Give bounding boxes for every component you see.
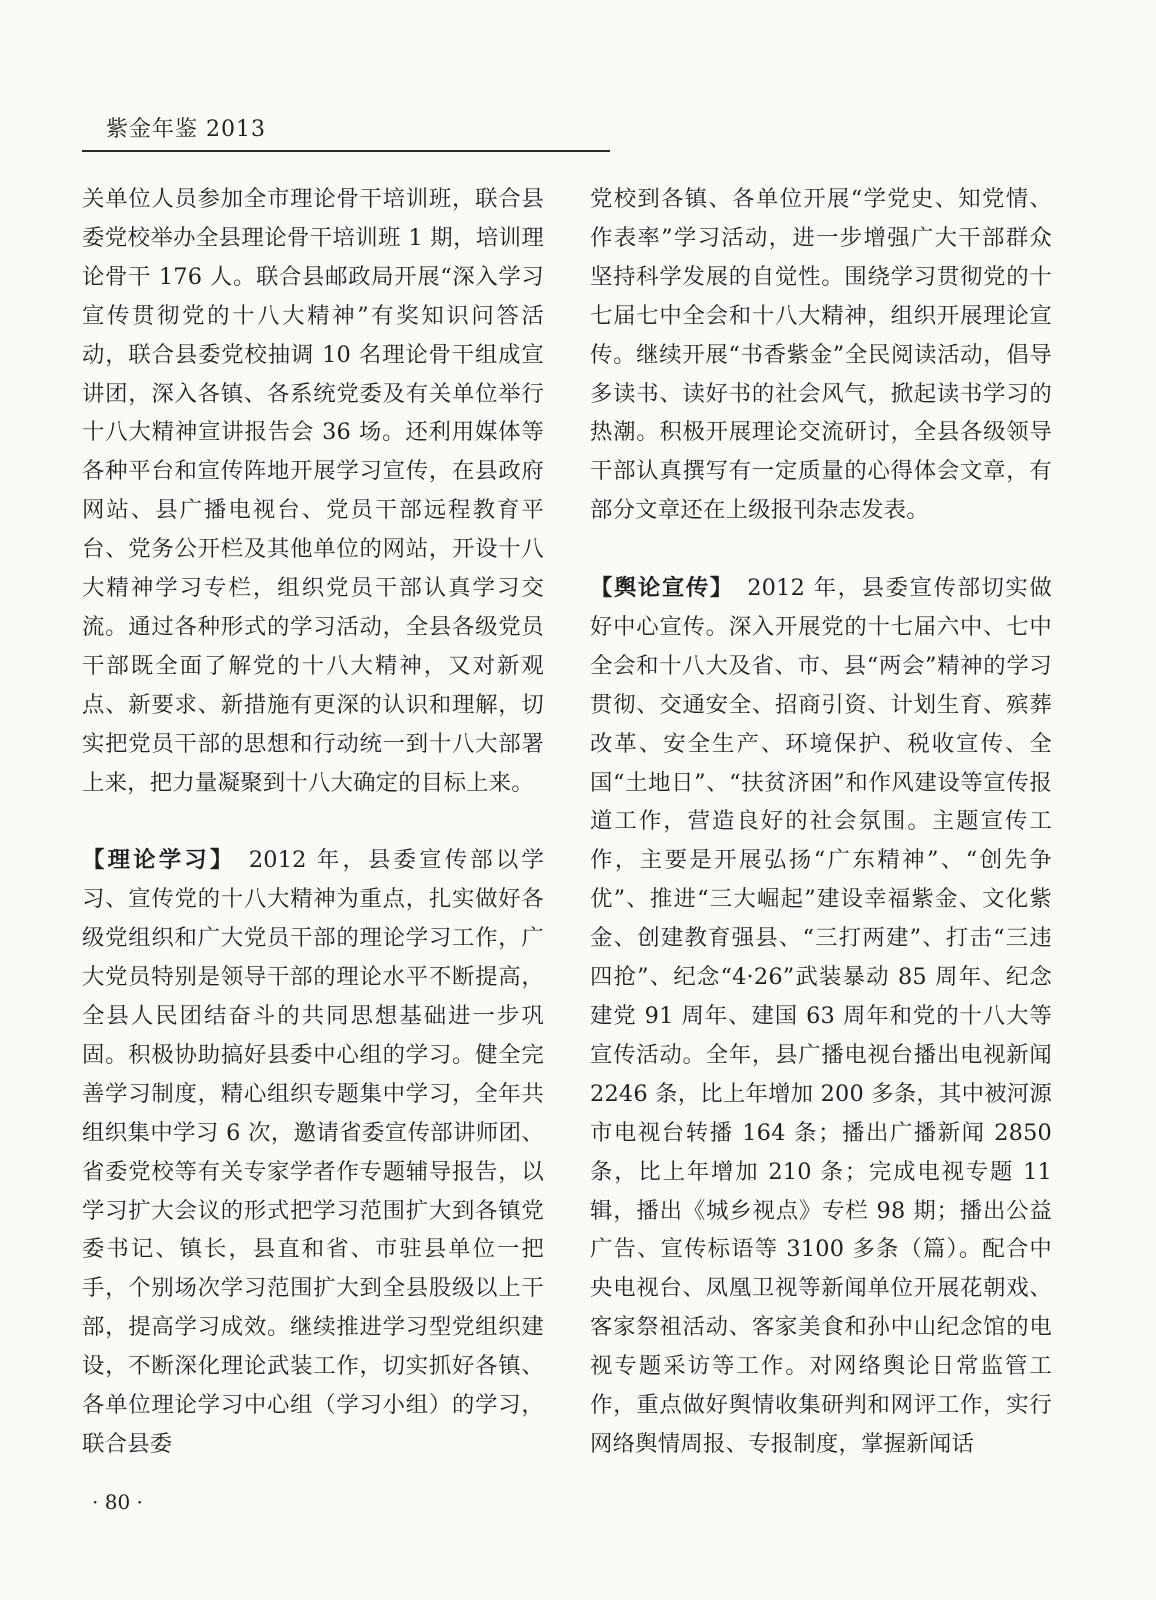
section-heading-theory-study: 【理论学习】 [82,847,236,874]
left-continuation-paragraph: 关单位人员参加全市理论骨干培训班，联合县委党校举办全县理论骨干培训班 1 期，培训理论骨干 176 人。联合县邮政局开展“深入学习宣传贯彻党的十八大精神”有奖知识问答活动，联合县委党校抽调 10 名理论骨干组成宣讲团，深入各镇、各系统党委及有关单位举行十八大精神宣讲报告会 36 场。还利用媒体等各种平台和宣传阵地开展学习宣传，在县政府网站、县广播电视台、党员干部远程教育平台、党务公开栏及其他单位的网站，开设十八大精神学习专栏，组织党员干部认真学习交流。通过各种形式的学习活动，全县各级党员干部既全面了解党的十八大精神，又对新观点、新要求、新措施有更深的认识和理解，切实把党员干部的思想和行动统一到十八大部署上来，把力量凝聚到十八大确定的目标上来。 [82,186,544,796]
header-rule [82,150,610,152]
public-opinion-section [590,569,1052,1464]
theory-study-section [82,841,544,1464]
right-column [590,180,1052,1464]
left-column [82,180,544,1464]
page-number: · 80 · [92,1490,143,1514]
running-header: 紫金年鉴 2013 [106,117,266,142]
right-continuation-paragraph: 党校到各镇、各单位开展“学党史、知党情、作表率”学习活动，进一步增强广大干部群众坚持科学发展的自觉性。围绕学习贯彻党的十七届七中全会和十八大精神，组织开展理论宣传。继续开展“书香紫金”全民阅读活动，倡导多读书、读好书的社会风气，掀起读书学习的热潮。积极开展理论交流研讨，全县各级领导干部认真撰写有一定质量的心得体会文章，有部分文章还在上级报刊杂志发表。 [590,186,1052,524]
section-heading-public-opinion: 【舆论宣传】 [590,575,734,602]
public-opinion-body: 2012 年，县委宣传部切实做好中心宣传。深入开展党的十七届六中、七中全会和十八大及省、市、县“两会”精神的学习贯彻、交通安全、招商引资、计划生育、殡葬改革、安全生产、环境保护、税收宣传、全国“土地日”、“扶贫济困”和作风建设等宣传报道工作，营造良好的社会氛围。主题宣传工作，主要是开展弘扬“广东精神”、“创先争优”、推进“三大崛起”建设幸福紫金、文化紫金、创建教育强县、“三打两建”、打击“三违四抢”、纪念“4·26”武装暴动 85 周年、纪念建党 91 周年、建国 63 周年和党的十八大等宣传活动。全年，县广播电视台播出电视新闻 2246 条，比上年增加 200 多条，其中被河源市电视台转播 164 条；播出广播新闻 2850 条，比上年增加 210 条；完成电视专题 11 辑，播出《城乡视点》专栏 98 期；播出公益广告、宣传标语等 3100 多条（篇）。配合中央电视台、凤凰卫视等新闻单位开展花朝戏、客家祭祖活动、客家美食和孙中山纪念馆的电视专题采访等工作。对网络舆论日常监管工作，重点做好舆情收集研判和网评工作，实行网络舆情周报、专报制度，掌握新闻话 [590,575,1052,1457]
theory-study-body: 2012 年，县委宣传部以学习、宣传党的十八大精神为重点，扎实做好各级党组织和广大党员干部的理论学习工作，广大党员特别是领导干部的理论水平不断提高，全县人民团结奋斗的共同思想基础进一步巩固。积极协助搞好县委中心组的学习。健全完善学习制度，精心组织专题集中学习，全年共组织集中学习 6 次，邀请省委宣传部讲师团、省委党校等有关专家学者作专题辅导报告，以学习扩大会议的形式把学习范围扩大到各镇党委书记、镇长，县直和省、市驻县单位一把手，个别场次学习范围扩大到全县股级以上干部，提高学习成效。继续推进学习型党组织建设，不断深化理论武装工作，切实抓好各镇、各单位理论学习中心组（学习小组）的学习，联合县委 [82,847,544,1457]
